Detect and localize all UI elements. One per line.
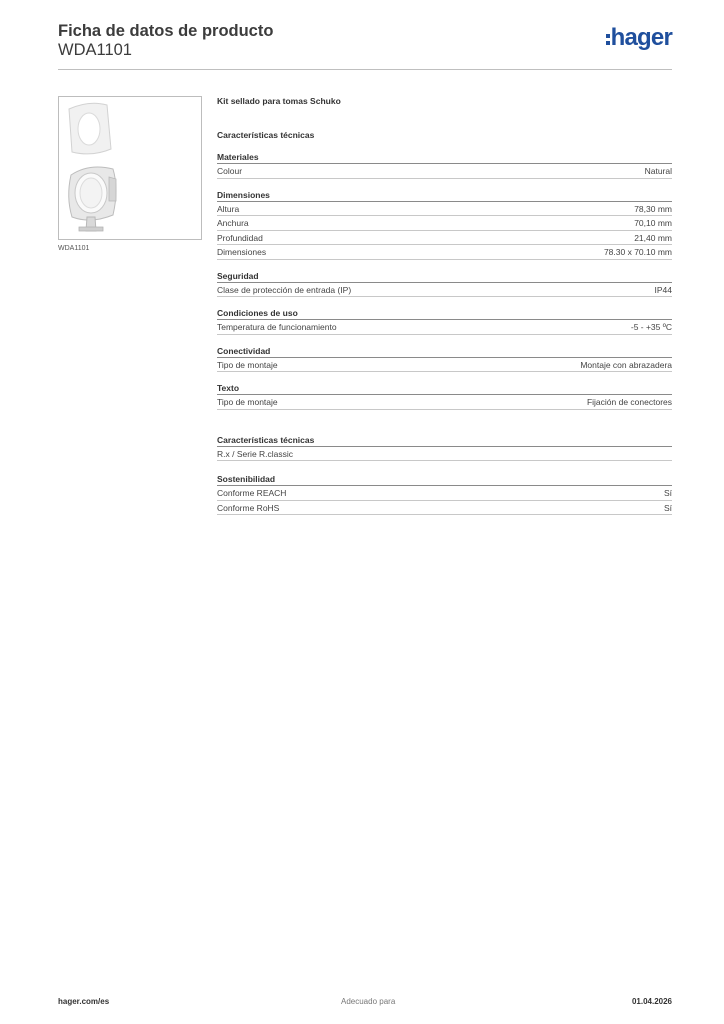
footer-note: Adecuado para <box>341 997 396 1006</box>
page-footer <box>58 997 672 1009</box>
spec-section <box>217 271 672 298</box>
spec-value: Montaje con abrazadera <box>580 359 672 370</box>
spec-content <box>217 96 672 515</box>
spec-value: 78,30 mm <box>634 203 672 214</box>
product-code: WDA1101 <box>58 41 132 59</box>
logo-text: hager <box>610 24 672 51</box>
spec-row <box>217 245 672 260</box>
spec-section <box>217 346 672 373</box>
spec-label: Altura <box>217 203 240 214</box>
section-title: Sostenibilidad <box>217 474 672 486</box>
spec-label: Colour <box>217 166 243 176</box>
spec-section <box>217 383 672 410</box>
section-tech-series <box>217 435 672 462</box>
spec-value: Natural <box>644 166 672 176</box>
spec-value: Sí <box>663 502 672 513</box>
footer-website: hager.com/es <box>58 997 110 1006</box>
spec-label: Tipo de montaje <box>217 397 278 407</box>
spec-row <box>217 447 672 462</box>
spec-row <box>217 320 672 335</box>
spec-row <box>217 164 672 179</box>
spec-label: Profundidad <box>217 232 263 243</box>
spec-label: Anchura <box>217 218 249 228</box>
product-name: Kit sellado para tomas Schuko <box>217 96 341 106</box>
spec-label: Conforme REACH <box>217 488 287 498</box>
sealed-kit-product-photo-icon <box>59 97 203 241</box>
spec-row <box>217 395 672 410</box>
spec-value: Sí <box>663 488 672 498</box>
tech-characteristics-heading: Características técnicas <box>217 130 315 140</box>
section-title: Seguridad <box>217 271 672 283</box>
spec-value: -5 - +35 ºC <box>630 322 672 332</box>
section-title: Materiales <box>217 152 672 164</box>
section-title: Condiciones de uso <box>217 308 672 320</box>
hager-logo <box>606 26 672 50</box>
spec-value: 70,10 mm <box>634 218 672 228</box>
spec-row <box>217 486 672 501</box>
spec-row <box>217 216 672 231</box>
spec-section <box>217 190 672 260</box>
section-sustainability <box>217 474 672 515</box>
image-caption: WDA1101 <box>58 245 90 252</box>
spec-row <box>217 231 672 246</box>
spec-value: 21,40 mm <box>634 232 672 243</box>
spec-sections <box>217 152 672 410</box>
spec-label: Temperatura de funcionamiento <box>217 322 337 332</box>
spec-value: 78.30 x 70.10 mm <box>603 247 672 257</box>
section-title: Características técnicas <box>217 435 672 447</box>
spec-row <box>217 202 672 217</box>
spec-label: Dimensiones <box>217 247 267 257</box>
page-header <box>58 22 672 70</box>
spec-row <box>217 358 672 373</box>
product-image <box>58 96 202 240</box>
spec-label: R.x / Serie R.classic <box>217 448 294 459</box>
spec-label: Tipo de montaje <box>217 359 278 370</box>
spec-label: Conforme RoHS <box>217 502 280 513</box>
spec-label: Clase de protección de entrada (IP) <box>217 284 352 295</box>
section-title: Dimensiones <box>217 190 672 202</box>
logo-colon-icon <box>606 34 610 45</box>
spec-row <box>217 283 672 298</box>
footer-date: 01.04.2026 <box>631 997 672 1006</box>
spec-section <box>217 308 672 335</box>
spec-value: IP44 <box>654 284 672 295</box>
spec-value: Fijación de conectores <box>586 397 672 407</box>
section-title: Texto <box>217 383 672 395</box>
spec-section <box>217 152 672 179</box>
document-title: Ficha de datos de producto <box>58 22 274 40</box>
section-title: Conectividad <box>217 346 672 358</box>
spec-row <box>217 501 672 516</box>
